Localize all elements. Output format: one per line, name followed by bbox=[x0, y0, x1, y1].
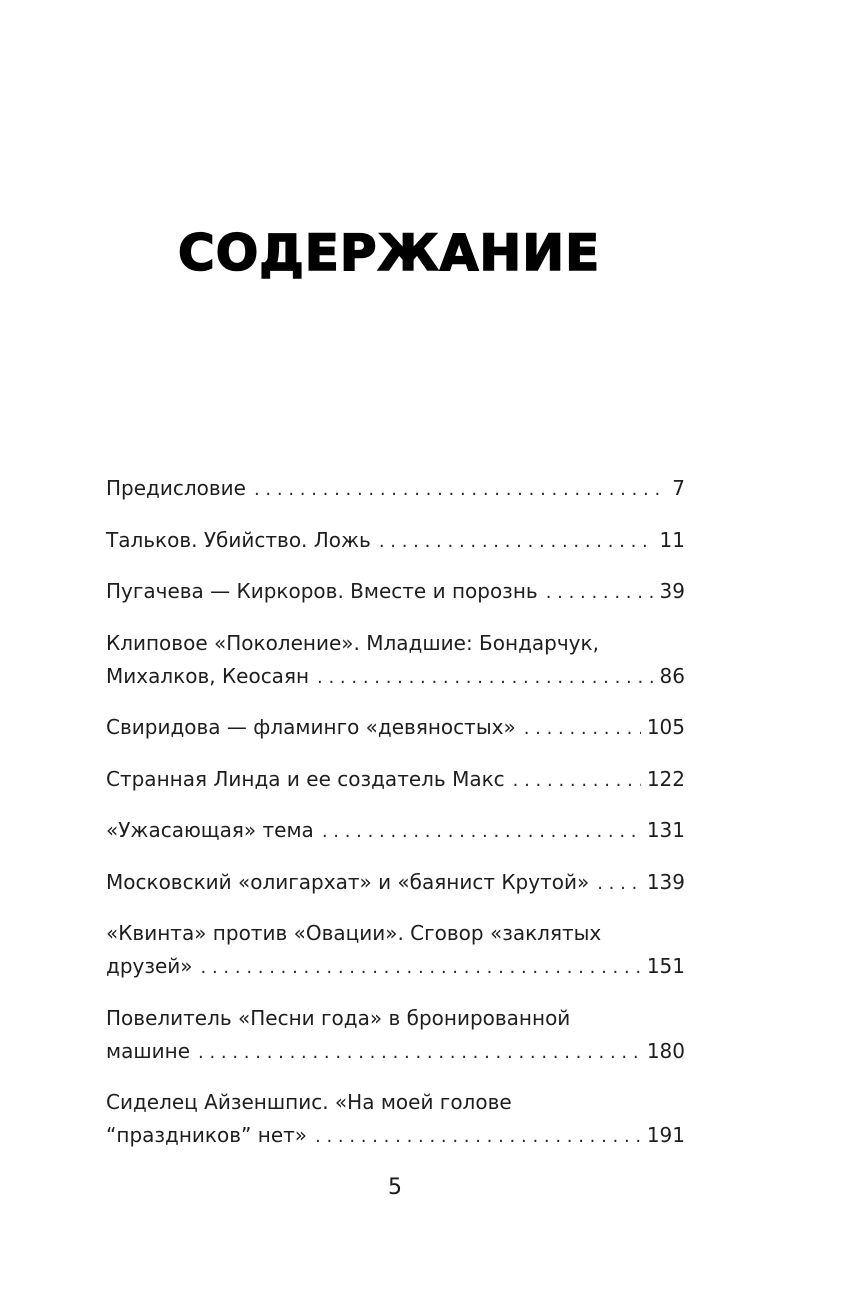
toc-entry[interactable] bbox=[106, 524, 685, 558]
toc-entry-line bbox=[106, 763, 685, 797]
page-number: 5 bbox=[388, 1175, 402, 1200]
toc-entry-title: Странная Линда и ее создатель Макс bbox=[106, 766, 505, 791]
toc-entry-line bbox=[106, 950, 685, 984]
toc-entry[interactable] bbox=[106, 814, 685, 848]
toc-entry-title: Пугачева — Киркоров. Вместе и порознь bbox=[106, 579, 538, 603]
toc-entry-line bbox=[106, 1119, 685, 1153]
toc-entry-page: 180 bbox=[646, 1038, 685, 1063]
toc-entry-line bbox=[106, 472, 685, 506]
toc-entry-title: друзей» bbox=[106, 954, 193, 978]
toc-entry-title-line: Повелитель «Песни года» в бронированной bbox=[106, 1005, 571, 1030]
toc-entry-page: 11 bbox=[659, 527, 685, 552]
toc-entry-line bbox=[106, 1086, 685, 1119]
dot-leader bbox=[597, 867, 641, 900]
toc-entry-line bbox=[106, 524, 685, 558]
dot-leader bbox=[513, 764, 641, 797]
toc-entry-line bbox=[106, 917, 685, 950]
toc-entry-title-line: «Квинта» против «Овации». Сговор «заклятых bbox=[106, 921, 602, 945]
dot-leader bbox=[201, 951, 641, 984]
toc-entry[interactable] bbox=[106, 1086, 685, 1153]
toc-entry-title: Свиридова — фламинго «девяностых» bbox=[106, 715, 516, 739]
toc-entry-title: машине bbox=[106, 1038, 191, 1063]
toc-entry-page: 151 bbox=[646, 954, 685, 978]
table-of-contents bbox=[106, 472, 685, 1171]
dot-leader bbox=[379, 525, 654, 558]
toc-entry-line bbox=[106, 1035, 685, 1069]
toc-entry-line bbox=[106, 575, 685, 609]
toc-entry[interactable] bbox=[106, 575, 685, 609]
toc-entry-title-line: Клиповое «Поколение». Младшие: Бондарчук, bbox=[106, 630, 599, 655]
toc-entry-page: 122 bbox=[646, 766, 685, 791]
toc-entry[interactable] bbox=[106, 763, 685, 797]
toc-entry-line bbox=[106, 711, 685, 745]
dot-leader bbox=[524, 712, 641, 745]
toc-entry[interactable] bbox=[106, 1002, 685, 1069]
toc-entry[interactable] bbox=[106, 866, 685, 900]
toc-entry-title: “праздников” нет» bbox=[106, 1123, 308, 1147]
dot-leader bbox=[322, 815, 641, 848]
toc-entry-title: Предисловие bbox=[106, 476, 246, 500]
toc-entry-line bbox=[106, 866, 685, 900]
dot-leader bbox=[198, 1036, 641, 1069]
toc-entry-page: 139 bbox=[646, 869, 685, 894]
toc-entry-title: Московский «олигархат» и «баянист Крутой» bbox=[106, 869, 590, 894]
toc-entry[interactable] bbox=[106, 472, 685, 506]
toc-entry-line bbox=[106, 660, 685, 694]
dot-leader bbox=[546, 576, 654, 609]
toc-entry-page: 39 bbox=[659, 579, 685, 603]
toc-entry-line bbox=[106, 627, 685, 660]
dot-leader bbox=[254, 473, 666, 506]
toc-entry-page: 86 bbox=[659, 663, 685, 688]
toc-entry[interactable] bbox=[106, 711, 685, 745]
toc-entry-line bbox=[106, 1002, 685, 1035]
dot-leader bbox=[315, 1120, 641, 1153]
toc-entry-title: «Ужасающая» тема bbox=[106, 818, 314, 842]
toc-entry-page: 7 bbox=[672, 476, 685, 500]
toc-entry-title: Тальков. Убийство. Ложь bbox=[106, 527, 371, 552]
toc-entry-page: 131 bbox=[646, 818, 685, 842]
toc-entry-title: Михалков, Кеосаян bbox=[106, 663, 310, 688]
toc-entry[interactable] bbox=[106, 917, 685, 984]
toc-entry-page: 191 bbox=[646, 1123, 685, 1147]
toc-entry-title-line: Сиделец Айзеншпис. «На моей голове bbox=[106, 1090, 512, 1114]
page-title: СОДЕРЖАНИЕ bbox=[178, 224, 601, 282]
toc-entry-line bbox=[106, 814, 685, 848]
toc-entry-page: 105 bbox=[646, 715, 685, 739]
dot-leader bbox=[317, 661, 654, 694]
toc-entry[interactable] bbox=[106, 627, 685, 694]
